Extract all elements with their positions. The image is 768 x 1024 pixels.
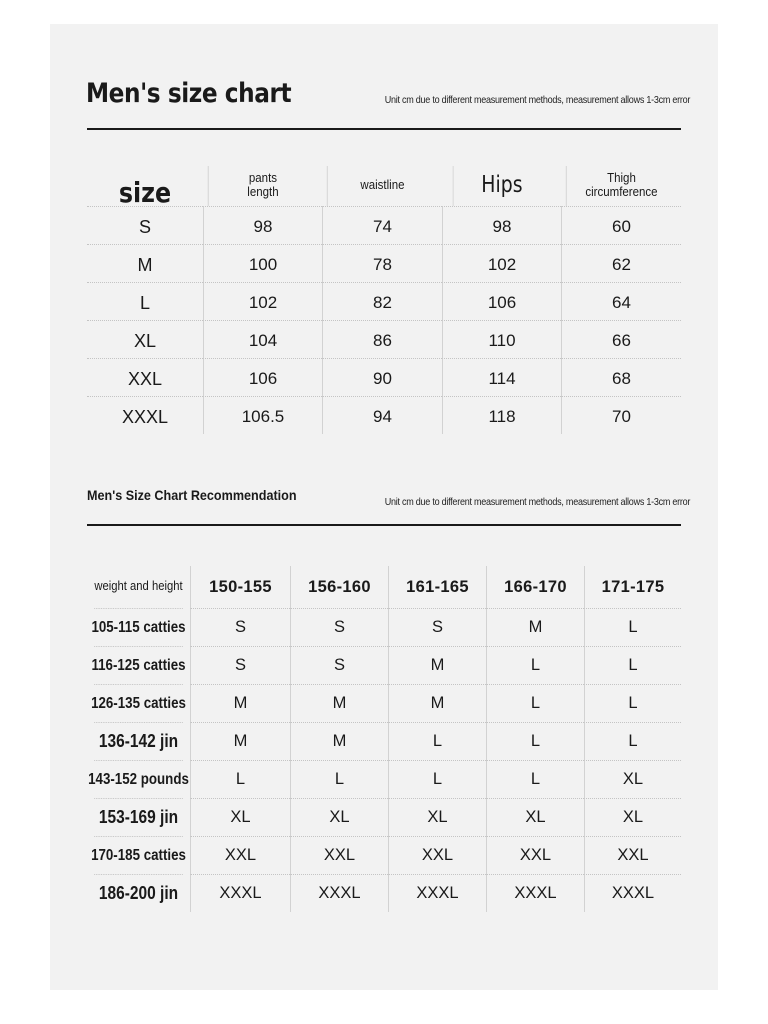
weight-label: 136-142 jin: [94, 722, 183, 760]
size-value-waistline: 74: [322, 206, 442, 244]
header-thigh: [566, 166, 676, 206]
divider: [87, 128, 681, 130]
header-pants-length-label: pants length: [247, 171, 279, 199]
recommended-size: XL: [290, 798, 388, 836]
size-value-hips: 98: [442, 206, 561, 244]
header-height-range: 150-155: [190, 566, 290, 608]
size-value-waistline: 94: [322, 396, 442, 434]
unit-note: Unit cm due to different measurement methods, measurement allows 1-3cm error: [384, 94, 690, 106]
size-value-waistline: 86: [322, 320, 442, 358]
size-value-pants-length: 98: [203, 206, 322, 244]
recommended-size: XXL: [290, 836, 388, 874]
recommendation-unit-note: Unit cm due to different measurement methods, measurement allows 1-3cm error: [384, 496, 690, 508]
size-value-hips: 106: [442, 282, 561, 320]
recommended-size: XXXL: [584, 874, 681, 912]
weight-label: 143-152 pounds: [94, 760, 183, 798]
weight-label: 186-200 jin: [94, 874, 183, 912]
recommendation-title: Men's Size Chart Recommendation: [87, 487, 297, 503]
recommended-size: XL: [388, 798, 486, 836]
recommended-size: L: [486, 722, 584, 760]
size-value-pants-length: 102: [203, 282, 322, 320]
size-value-hips: 114: [442, 358, 561, 396]
recommended-size: XL: [486, 798, 584, 836]
size-value-hips: 110: [442, 320, 561, 358]
size-value-thigh: 70: [561, 396, 681, 434]
recommended-size: L: [290, 760, 388, 798]
header-hips: Hips: [453, 166, 551, 206]
header-height-range: 156-160: [290, 566, 388, 608]
size-label: S: [87, 206, 203, 244]
weight-label: 153-169 jin: [94, 798, 183, 836]
size-value-pants-length: 104: [203, 320, 322, 358]
header-height-range: 171-175: [584, 566, 681, 608]
recommended-size: XXXL: [388, 874, 486, 912]
header-weight-height: weight and height: [94, 579, 183, 594]
recommended-size: S: [190, 646, 290, 684]
header-height-range: 166-170: [486, 566, 584, 608]
divider: [87, 524, 681, 526]
recommended-size: XL: [584, 798, 681, 836]
recommended-size: M: [290, 722, 388, 760]
recommended-size: L: [190, 760, 290, 798]
header-height-range: 161-165: [388, 566, 486, 608]
size-value-pants-length: 106: [203, 358, 322, 396]
header-pants-length: [208, 166, 317, 206]
recommended-size: M: [388, 684, 486, 722]
recommended-size: M: [388, 646, 486, 684]
size-label: XL: [87, 320, 203, 358]
recommended-size: XXL: [486, 836, 584, 874]
size-value-pants-length: 100: [203, 244, 322, 282]
size-value-pants-length: 106.5: [203, 396, 322, 434]
header-waistline: waistline: [327, 166, 437, 206]
weight-label: 105-115 catties: [94, 608, 183, 646]
recommended-size: M: [190, 684, 290, 722]
recommended-size: L: [584, 608, 681, 646]
recommended-size: S: [388, 608, 486, 646]
recommended-size: M: [486, 608, 584, 646]
recommended-size: L: [388, 722, 486, 760]
recommended-size: XXXL: [486, 874, 584, 912]
page-title: Men's size chart: [86, 78, 292, 109]
size-label: XXL: [87, 358, 203, 396]
recommended-size: M: [190, 722, 290, 760]
recommendation-table: [87, 566, 681, 912]
size-value-thigh: 62: [561, 244, 681, 282]
header-size: size: [118, 175, 172, 209]
recommended-size: L: [486, 684, 584, 722]
recommended-size: XXXL: [190, 874, 290, 912]
recommended-size: XXL: [190, 836, 290, 874]
recommended-size: XL: [584, 760, 681, 798]
recommended-size: XXL: [584, 836, 681, 874]
size-table: [87, 166, 681, 434]
weight-label: 126-135 catties: [94, 684, 183, 722]
header-thigh-label: Thigh circumference: [585, 171, 658, 199]
recommended-size: M: [290, 684, 388, 722]
size-value-thigh: 60: [561, 206, 681, 244]
recommended-size: L: [486, 646, 584, 684]
recommended-size: L: [486, 760, 584, 798]
size-value-thigh: 68: [561, 358, 681, 396]
size-value-waistline: 82: [322, 282, 442, 320]
recommended-size: XXXL: [290, 874, 388, 912]
recommended-size: S: [290, 646, 388, 684]
recommended-size: XL: [190, 798, 290, 836]
recommended-size: L: [584, 722, 681, 760]
size-value-thigh: 64: [561, 282, 681, 320]
size-value-thigh: 66: [561, 320, 681, 358]
weight-label: 170-185 catties: [94, 836, 183, 874]
size-label: XXXL: [87, 396, 203, 434]
size-value-hips: 102: [442, 244, 561, 282]
recommended-size: L: [584, 646, 681, 684]
size-value-waistline: 90: [322, 358, 442, 396]
size-label: L: [87, 282, 203, 320]
size-value-hips: 118: [442, 396, 561, 434]
recommended-size: L: [388, 760, 486, 798]
recommended-size: L: [584, 684, 681, 722]
recommended-size: S: [290, 608, 388, 646]
recommended-size: S: [190, 608, 290, 646]
recommended-size: XXL: [388, 836, 486, 874]
size-label: M: [87, 244, 203, 282]
weight-label: 116-125 catties: [94, 646, 183, 684]
size-value-waistline: 78: [322, 244, 442, 282]
